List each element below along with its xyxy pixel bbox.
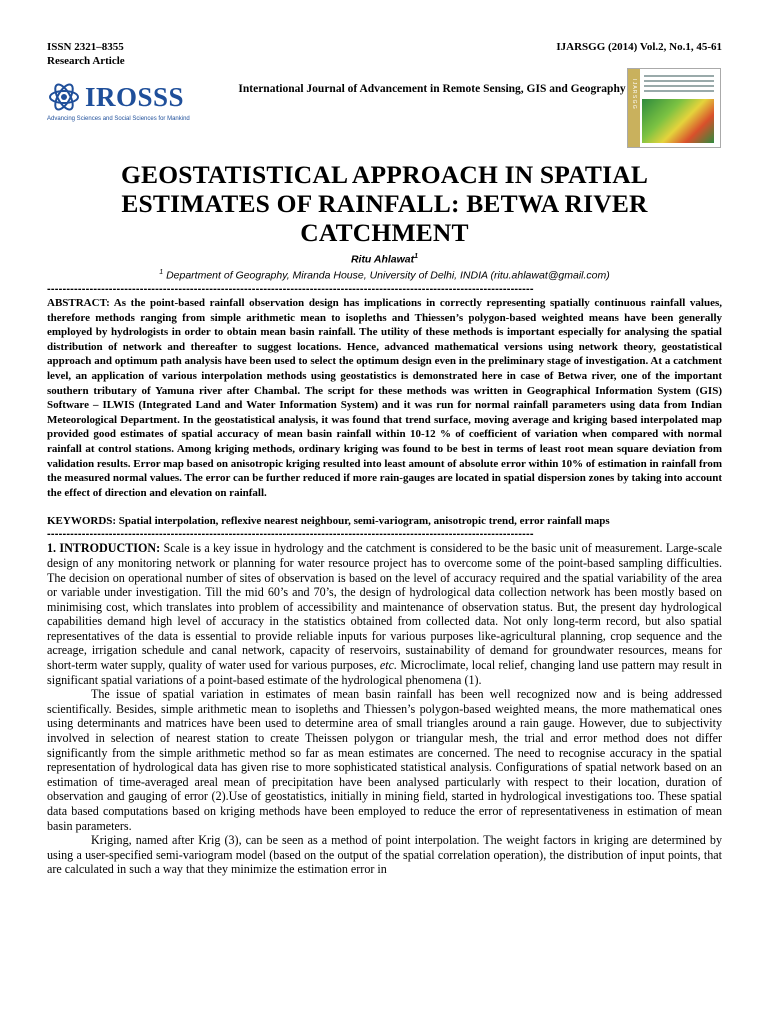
paper-page bbox=[47, 40, 722, 877]
cover-band-text: I J A R S G G bbox=[631, 79, 637, 109]
logo-tagline: Advancing Sciences and Social Sciences for Mankind bbox=[47, 116, 190, 122]
paper-title: GEOSTATISTICAL APPROACH IN SPATIAL ESTIMATES OF RAINFALL: BETWA RIVER CATCHMENT bbox=[120, 160, 649, 247]
issn: ISSN 2321–8355 bbox=[47, 41, 124, 53]
author-line bbox=[47, 253, 722, 266]
logo-emblem-icon bbox=[47, 80, 81, 114]
cover-map-image bbox=[642, 99, 714, 143]
article-type: Research Article bbox=[47, 55, 125, 67]
intro-paragraph-2: The issue of spatial variation in estimates of mean basin rainfall has been well recognized now and is being addressed scientifically. Besides, simple arithmetic mean to isopleths and Thiessen’s polygon-based weighted means, the more mathematical ones using determinants and matrices have been used to determine area of small triangles around a rain gauge. However, due to subjectivity involved in selection of nearest station to create Theissen polygon or triangular mesh, the trial and error method does not differ significantly from the simple arithmetic method so far as mean estimates are concerned. The need to recognise accuracy in the spatial representation of hydrological data has given rise to more sophisticated statistical analysis. Configurations of spatial network based on an estimation of time-averaged areal mean of precipitation have been analysed particularly with respect to their location, duration of observation and gauging of error (2).Use of geostatistics, initially in mining field, started in hydrological investigations too. These spatial data based computations based on kriging methods have been employed to reduce the error of representativeness in estimation of mean basin parameters. bbox=[47, 687, 722, 833]
irosss-logo bbox=[47, 78, 207, 138]
journal-name: International Journal of Advancement in Remote Sensing, GIS and Geography bbox=[238, 83, 626, 95]
intro-paragraph-3: Kriging, named after Krig (3), can be seen as a method of point interpolation. The weight factors in kriging are determined by using a user-specified semi-variogram model (based on the output of the spatial correlation operation), the distribution of input points, that are calculated in such a way that they minimize the estimation error in bbox=[47, 833, 722, 877]
affiliation-line bbox=[47, 269, 722, 282]
keywords: KEYWORDS: Spatial interpolation, reflexive nearest neighbour, semi-variogram, anisotropic trend, error rainfall maps bbox=[47, 515, 610, 528]
journal-cover-thumbnail bbox=[627, 68, 721, 148]
affiliation-mark: 1 bbox=[159, 268, 164, 276]
section-heading: 1. INTRODUCTION: bbox=[47, 541, 161, 556]
masthead bbox=[47, 68, 722, 160]
author-name: Ritu Ahlawat bbox=[350, 253, 415, 266]
abstract: ABSTRACT: As the point-based rainfall observation design has implications in correctly representing spatially continuous rainfall values, therefore methods ranging from simple arithmetic mean to isopleths and Thiessen’s polygon-based weighted means have been generally employed by hydrologists in order to obtain mean basin rainfall. The utility of these methods is important especially for analysing the spatial distribution of network and thereafter to suggest locations. Hence, advanced mathematical versions using network theory, geostatistical approach and optimum path analysis have been used to select the optimum design even in the preliminary stage of investigation. At a catchment level, an application of various interpolation methods using geostatistics is demonstrated here in case of Betwa river, one of the important southern tributary of Yamuna river after Chambal. The script for these methods was written in Geographical Information System (GIS) Software – ILWIS (Integrated Land and Water Information System) and it was run for normal rainfall parameters using data from Indian Meteorological Department. In the geostatistical analysis, it was found that trend surface, moving average and kriging based interpolated map provided good estimates of spatial accuracy of mean basin rainfall within 10-12 % of coefficient of variation when compared with normal rainfall at control stations. Among kriging methods, ordinary kriging was found to be best in terms of least root mean square deviation from validation results. Error map based on anisotropic kriging resulted into least amount of absolute error within 10% of estimation in rainfall from the measured normal values. The error can be further reduced if more rain-gauges are located in spatial dispersion zones by taking into account the effect of direction and elevation on rainfall. bbox=[47, 297, 722, 499]
separator-bottom: ------------------------------------------------------------------------------------------------------------------------------ bbox=[47, 528, 534, 541]
separator-top: ------------------------------------------------------------------------------------------------------------------------------ bbox=[47, 283, 534, 295]
header-line bbox=[47, 40, 722, 68]
intro-paragraph-1: 1. INTRODUCTION: Scale is a key issue in hydrology and the catchment is considered to be the basic unit of measurement. Large-scale design of any monitoring network or planning for water resource project has to overcome some of the point-based sampling difficulties. The decision on operational number of sites of observation is based on the level of accuracy required and the spatial variability of the area or variable under investigation. Till the mid 60’s and 70’s, the design of hydrological data collection network has been mostly based on minimising cost, which translates into problem of accessibility and maintenance of observation status. But, the present day hydrological capabilities demand high level of accuracy in the statistics obtained from collected data. Not only long-term record, but also spatial representatives of the data is essential to provide reliable inputs for various purposes like-agricultural planning, crop sequence and the acreage, irrigation schedule and canal network, capacity of reservoirs, sustainability of demand for groundwater resources, means for short-term water supply, quality of water used for various purposes, etc. Microclimate, local relief, changing land use pattern may result in significant spatial variations of a point-based estimate of the hydrological phenomena (1). bbox=[47, 541, 722, 687]
author-mark: 1 bbox=[414, 253, 419, 260]
citation: IJARSGG (2014) Vol.2, No.1, 45-61 bbox=[556, 41, 722, 53]
affiliation-text: Department of Geography, Miranda House, University of Delhi, INDIA (ritu.ahlawat@gmail.com) bbox=[166, 269, 610, 281]
logo-wordmark: IROSSS bbox=[85, 82, 185, 112]
